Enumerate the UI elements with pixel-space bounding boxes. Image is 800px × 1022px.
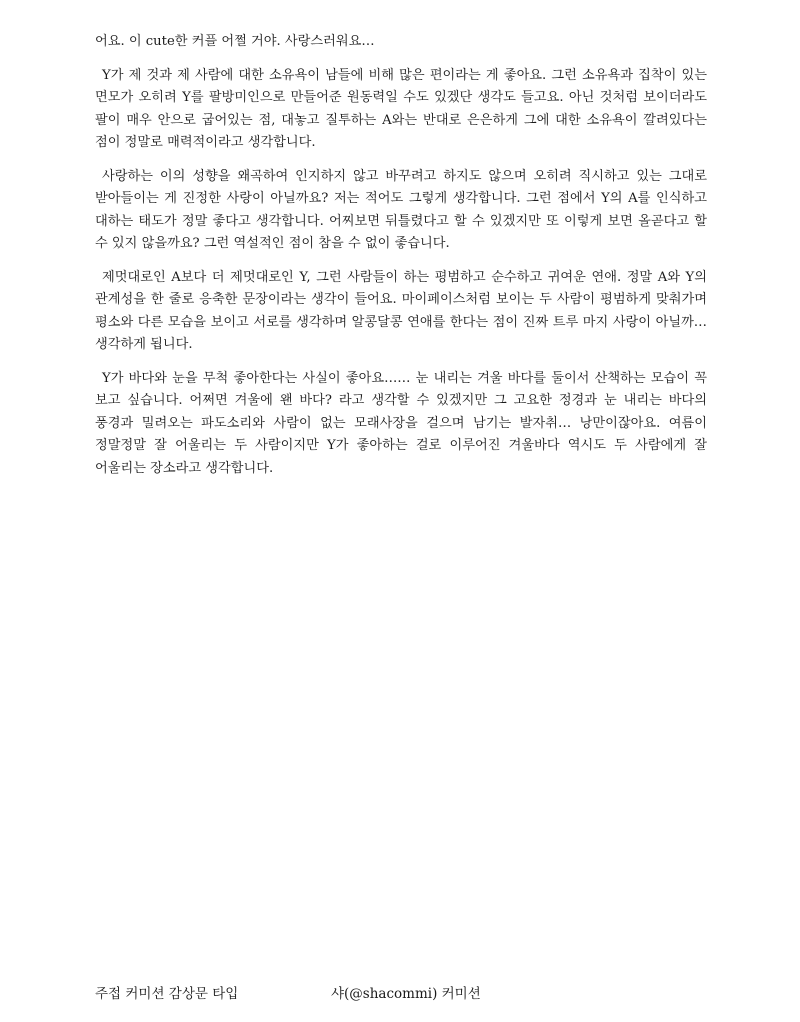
paragraph-relationship: 제멋대로인 A보다 더 제멋대로인 Y, 그런 사람들이 하는 평범하고 순수하고 귀여운 연애. 정말 A와 Y의 관계성을 한 줄로 응축한 문장이라는 생각이 들어요. 마이페이스처럼 보이는 두 사람이 평범하게 맞춰가며 평소와 다른 모습을 보이고 서로를 생각하며 알콩달콩 연애를 한다는 점이 진짜 트루 마지 사랑이 아닐까… 생각하게 됩니다. bbox=[95, 269, 707, 352]
paragraph-possessiveness: Y가 제 것과 제 사람에 대한 소유욕이 남들에 비해 많은 편이라는 게 좋아요. 그런 소유욕과 집착이 있는 면모가 오히려 Y를 팔방미인으로 만들어준 원동력일 수도 있겠단 생각도 들고요. 아닌 것처럼 보이더라도 팔이 매우 안으로 굽어있는 점, 대놓고 질투하는 A와는 반대로 은은하게 그에 대한 소유욕이 깔려있다는 점이 정말로 매력적이라고 생각합니다. bbox=[95, 67, 707, 150]
page-footer bbox=[95, 983, 707, 1007]
paragraph-winter-sea: Y가 바다와 눈을 무척 좋아한다는 사실이 좋아요…… 눈 내리는 겨울 바다를 둘이서 산책하는 모습이 꼭 보고 싶습니다. 어쩌면 겨울에 왠 바다? 라고 생각할 수 있겠지만 그 고요한 정경과 눈 내리는 바다의 풍경과 밀려오는 파도소리와 사람이 없는 모래사장을 걸으며 남기는 발자취… 낭만이잖아요. 여름이 정말정말 잘 어울리는 두 사람이지만 Y가 좋아하는 걸로 이루어진 겨울바다 역시도 두 사람에게 잘 어울리는 장소라고 생각합니다. bbox=[95, 370, 707, 476]
footer-author-credit: 샤(@shacommi) 커미션 bbox=[331, 986, 481, 1002]
document-body bbox=[95, 31, 707, 491]
paragraph-continuation: 어요. 이 cute한 커플 어쩔 거야. 사랑스러워요… bbox=[95, 34, 375, 49]
footer-commission-type: 주접 커미션 감상문 타입 bbox=[95, 986, 239, 1002]
paragraph-true-love: 사랑하는 이의 성향을 왜곡하여 인지하지 않고 바꾸려고 하지도 않으며 오히려 직시하고 있는 그대로 받아들이는 게 진정한 사랑이 아닐까요? 저는 적어도 그렇게 생각합니다. 그런 점에서 Y의 A를 인식하고 대하는 태도가 정말 좋다고 생각합니다. 어찌보면 뒤틀렸다고 할 수 있겠지만 또 이렇게 보면 올곧다고 할 수 있지 않을까요? 그런 역설적인 점이 참을 수 없이 좋습니다. bbox=[95, 168, 707, 251]
